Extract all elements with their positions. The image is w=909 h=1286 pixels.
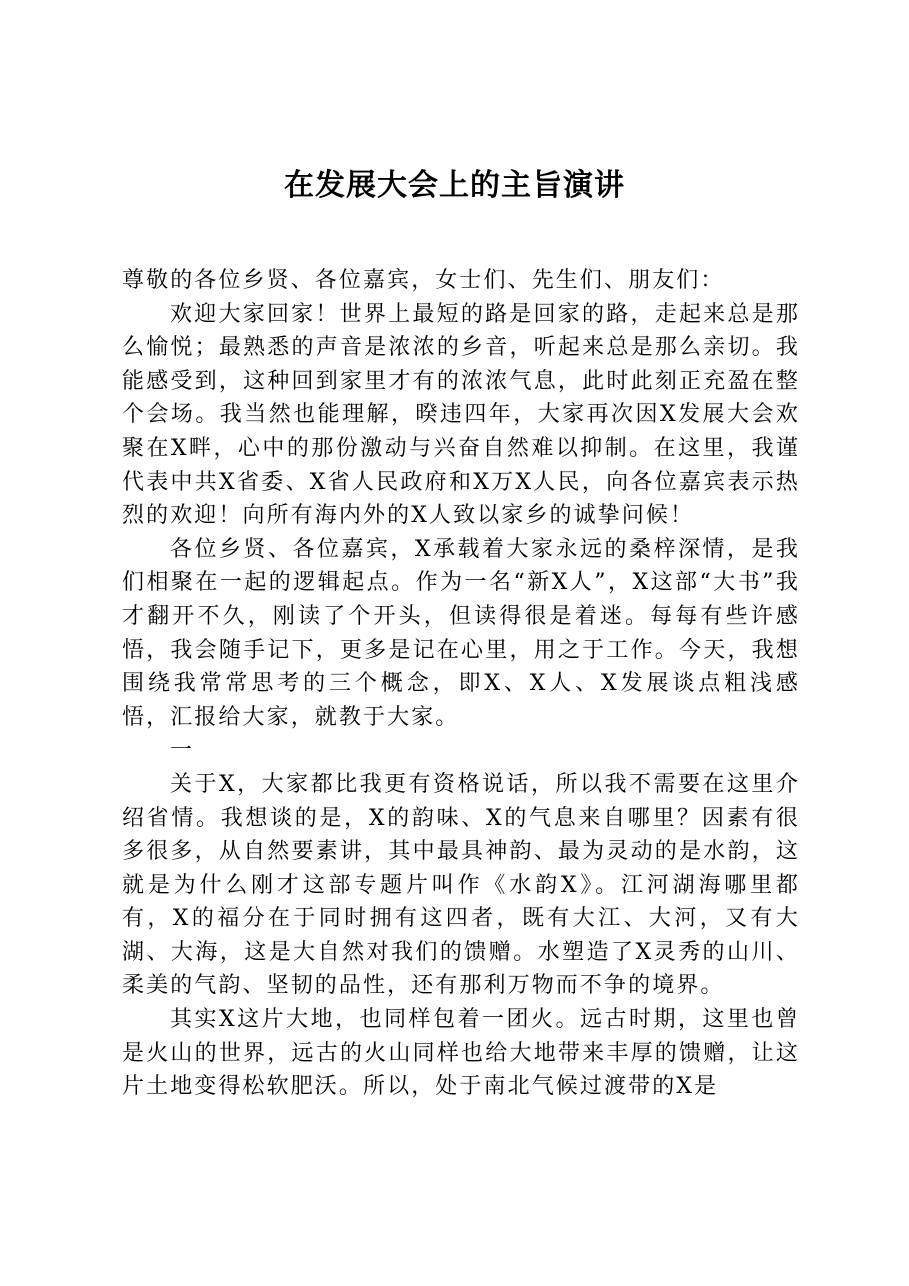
paragraph-about-fire: 其实X这片大地，也同样包着一团火。远古时期，这里也曾是火山的世界，远古的火山同样也给大地带来丰厚的馈赠，让这片土地变得松软肥沃。所以，处于南北气候过渡带的X是 <box>122 1007 800 1100</box>
document-title: 在发展大会上的主旨演讲 <box>284 168 625 203</box>
paragraph-welcome: 欢迎大家回家！世界上最短的路是回家的路，走起来总是那么愉悦；最熟悉的声音是浓浓的乡音，听起来总是那么亲切。我能感受到，这种回到家里才有的浓浓气息，此时此刻正充盈在整个会场。我当然也能理解，暌违四年，大家再次因X发展大会欢聚在X畔，心中的那份激动与兴奋自然难以抑制。在这里，我谨代表中共X省委、X省人民政府和X万X人民，向各位嘉宾表示热烈的欢迎！向所有海内外的X人致以家乡的诚挚问候！ <box>122 301 800 529</box>
section-heading-one: 一 <box>170 738 195 764</box>
paragraph-introduction: 各位乡贤、各位嘉宾，X承载着大家永远的桑梓深情，是我们相聚在一起的逻辑起点。作为一名“新X人”，X这部“大书”我才翻开不久，刚读了个开头，但读得很是着迷。每每有些许感悟，我会随手记下，更多是记在心里，用之于工作。今天，我想围绕我常常思考的三个概念，即X、X人、X发展谈点粗浅感悟，汇报给大家，就教于大家。 <box>122 536 800 730</box>
document-body <box>122 264 800 1104</box>
paragraph-about-water: 关于X，大家都比我更有资格说话，所以我不需要在这里介绍省情。我想谈的是，X的韵味、X的气息来自哪里？因素有很多很多，从自然要素讲，其中最具神韵、最为灵动的是水韵，这就是为什么刚才这部专题片叫作《水韵X》。江河湖海哪里都有，X的福分在于同时拥有这四者，既有大江、大河，又有大湖、大海，这是大自然对我们的馈赠。水塑造了X灵秀的山川、柔美的气韵、坚韧的品性，还有那利万物而不争的境界。 <box>122 771 800 999</box>
salutation: 尊敬的各位乡贤、各位嘉宾，女士们、先生们、朋友们： <box>122 268 725 293</box>
